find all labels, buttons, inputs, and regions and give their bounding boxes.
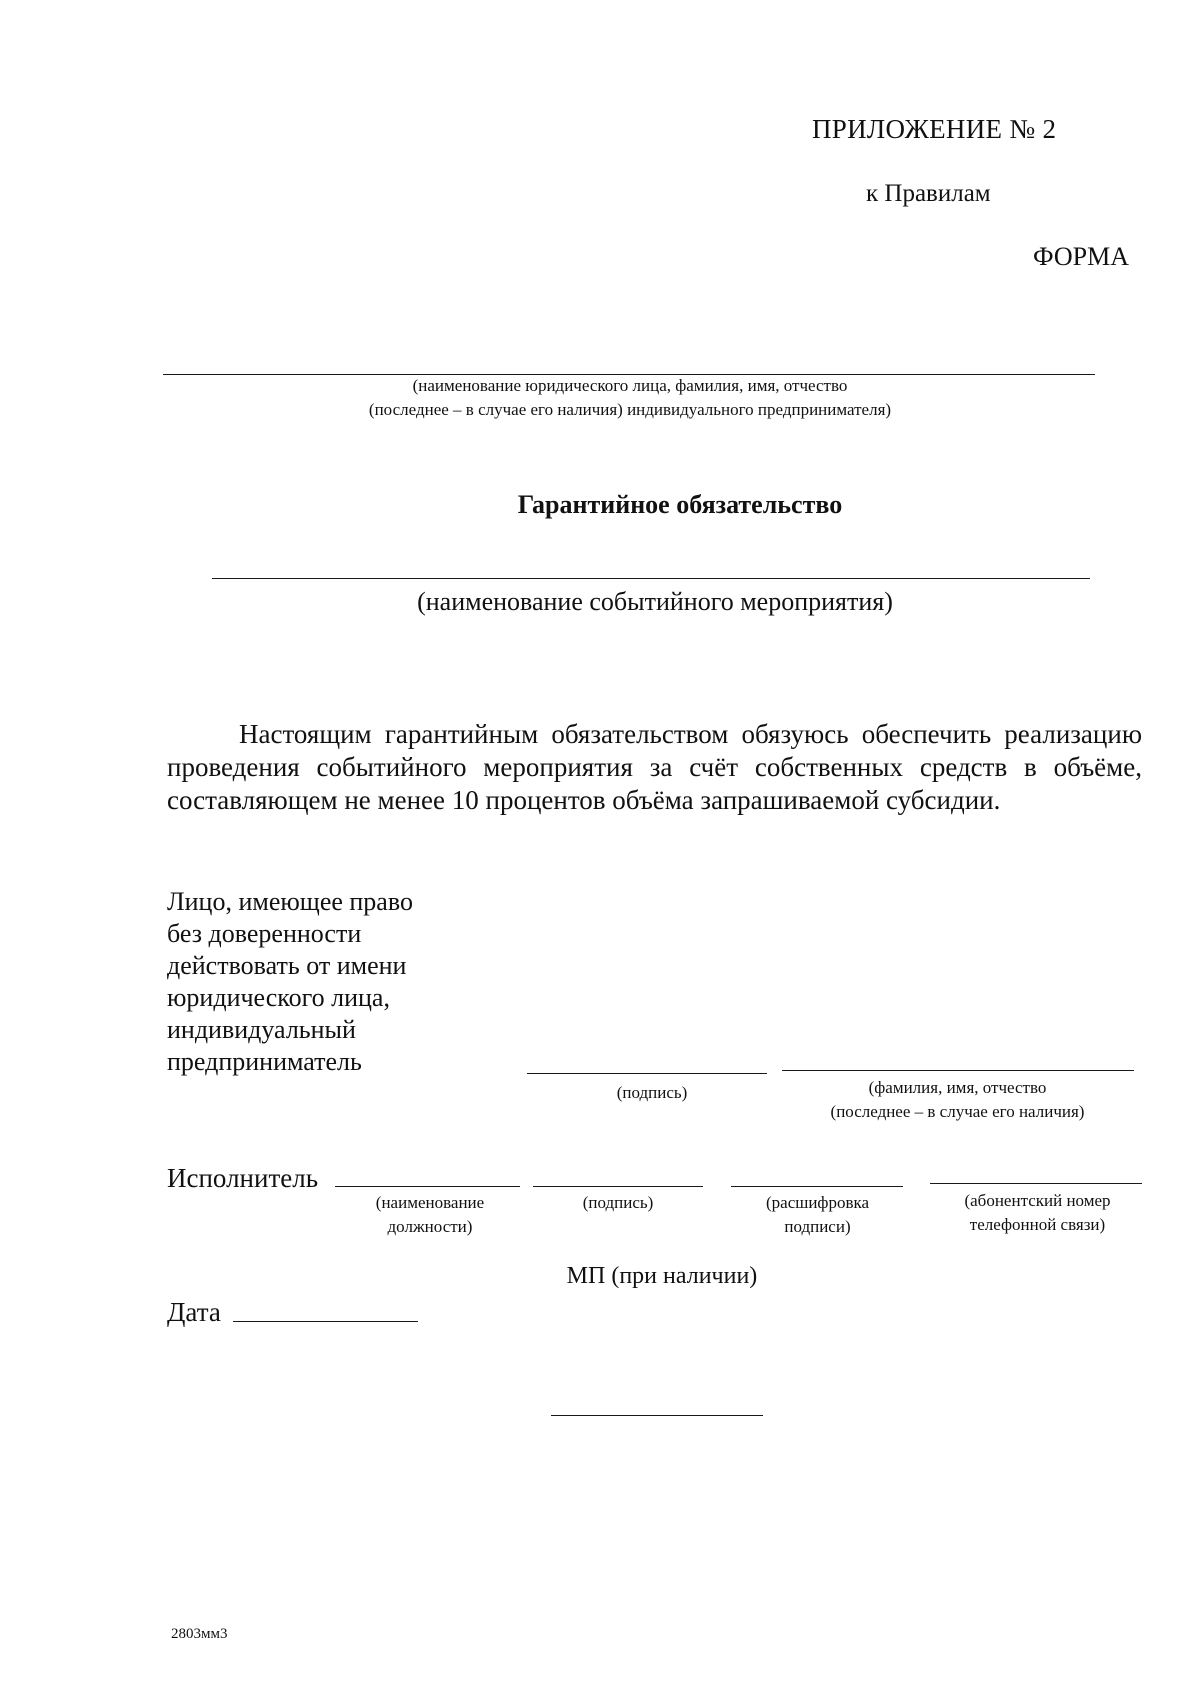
guarantee-body-text: Настоящим гарантийным обязательством обязуюсь обеспечить реализацию проведения событийного мероприятия за счёт собственных средств в объёме, составляющем не менее 10 процентов объёма запрашиваемой субсидии. [167, 719, 1142, 815]
org-name-caption [160, 374, 1100, 422]
signer-label-line: действовать от имени [167, 951, 407, 980]
signer-signature-line[interactable] [527, 1073, 767, 1074]
document-title: Гарантийное обязательство [517, 490, 843, 519]
org-caption-line-2: (последнее – в случае его наличия) индивидуального предпринимателя) [368, 400, 892, 419]
executor-label: Исполнитель [167, 1163, 319, 1193]
executor-decode-caption-line-1: (расшифровка [765, 1193, 870, 1212]
signer-fio-caption-line-1: (фамилия, имя, отчество [868, 1078, 1047, 1097]
signer-signature-caption: (подпись) [616, 1083, 688, 1102]
bottom-separator-line [551, 1415, 763, 1416]
stamp-label: МП (при наличии) [566, 1263, 758, 1289]
executor-position-line[interactable] [335, 1186, 520, 1187]
signer-label-line: юридического лица, [167, 983, 390, 1012]
event-name-line[interactable] [212, 578, 1090, 579]
executor-phone-caption-line-2: телефонной связи) [969, 1215, 1106, 1234]
signer-fio-line[interactable] [782, 1070, 1134, 1071]
signer-label-line: Лицо, имеющее право [167, 887, 413, 916]
executor-position-caption-line-1: (наименование [375, 1193, 485, 1212]
signer-label-line: предприниматель [167, 1047, 362, 1076]
org-caption-line-1: (наименование юридического лица, фамилия, имя, отчество [412, 376, 848, 395]
annex-title: ПРИЛОЖЕНИЕ № 2 [812, 114, 1057, 144]
signer-fio-caption-line-2: (последнее – в случае его наличия) [830, 1102, 1085, 1121]
date-line[interactable] [233, 1321, 418, 1322]
executor-phone-caption [930, 1189, 1145, 1237]
executor-decode-line[interactable] [731, 1186, 903, 1187]
executor-phone-caption-line-1: (абонентский номер [964, 1191, 1111, 1210]
executor-signature-caption: (подпись) [582, 1193, 654, 1212]
executor-decode-caption [730, 1191, 905, 1239]
executor-phone-line[interactable] [930, 1183, 1142, 1184]
signer-label [167, 886, 487, 1078]
annex-reference: к Правилам [866, 180, 991, 207]
executor-position-caption [335, 1191, 525, 1239]
signer-fio-caption [780, 1076, 1135, 1124]
executor-position-caption-line-2: должности) [387, 1217, 473, 1236]
document-code: 2803мм3 [171, 1626, 228, 1642]
executor-signature-line[interactable] [533, 1186, 703, 1187]
signer-label-line: индивидуальный [167, 1015, 356, 1044]
date-label: Дата [167, 1297, 221, 1327]
signer-label-line: без доверенности [167, 919, 362, 948]
event-name-caption: (наименование событийного мероприятия) [417, 587, 893, 616]
form-label: ФОРМА [1033, 242, 1129, 271]
executor-decode-caption-line-2: подписи) [784, 1217, 851, 1236]
